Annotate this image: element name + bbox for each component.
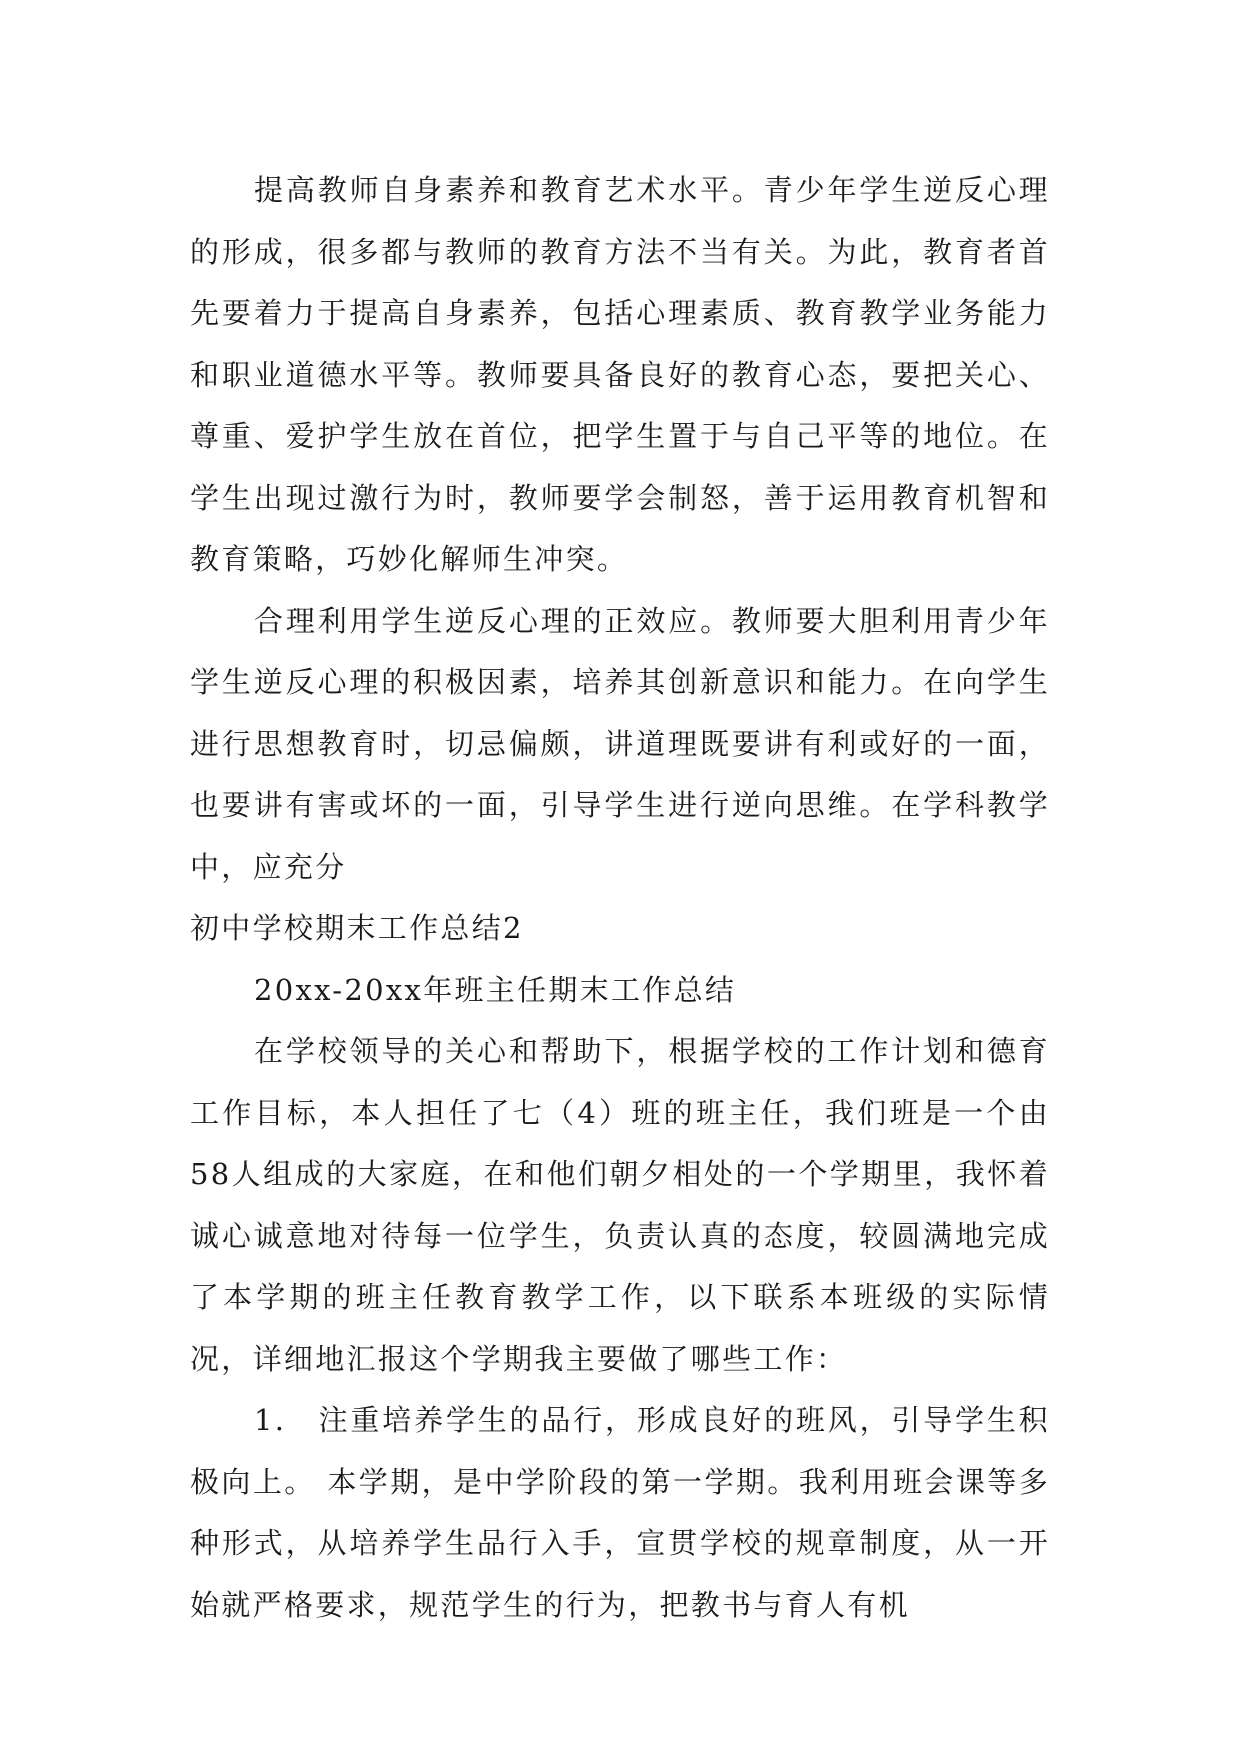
document-subtitle: 20xx-20xx年班主任期末工作总结 <box>254 972 737 1007</box>
paragraph-introduction: 在学校领导的关心和帮助下，根据学校的工作计划和德育工作目标，本人担任了七（4）班的班主任，我们班是一个由58人组成的大家庭，在和他们朝夕相处的一个学期里，我怀着诚心诚意地对待每一位学生，负责认真的态度，较圆满地完成了本学期的班主任教育教学工作，以下联系本班级的实际情况，详细地汇报这个学期我主要做了哪些工作： <box>190 1034 1050 1376</box>
section-heading: 初中学校期末工作总结2 <box>190 911 524 945</box>
document-body <box>190 160 1050 1636</box>
paragraph-positive-effect: 合理利用学生逆反心理的正效应。教师要大胆利用青少年学生逆反心理的积极因素，培养其创新意识和能力。在向学生进行思想教育时，切忌偏颇，讲道理既要讲有利或好的一面，也要讲有害或坏的一面，引导学生进行逆向思维。在学科教学中，应充分 <box>190 603 1050 884</box>
paragraph-item-1: 1. 注重培养学生的品行，形成良好的班风，引导学生积极向上。 本学期，是中学阶段的第一学期。我利用班会课等多种形式，从培养学生品行入手，宣贯学校的规章制度，从一开始就严格要求，规范学生的行为，把教书与育人有机 <box>190 1403 1050 1622</box>
paragraph-teacher-quality: 提高教师自身素养和教育艺术水平。青少年学生逆反心理的形成，很多都与教师的教育方法不当有关。为此，教育者首先要着力于提高自身素养，包括心理素质、教育教学业务能力和职业道德水平等。教师要具备良好的教育心态，要把关心、尊重、爱护学生放在首位，把学生置于与自己平等的地位。在学生出现过激行为时，教师要学会制怒，善于运用教育机智和教育策略，巧妙化解师生冲突。 <box>190 173 1050 576</box>
